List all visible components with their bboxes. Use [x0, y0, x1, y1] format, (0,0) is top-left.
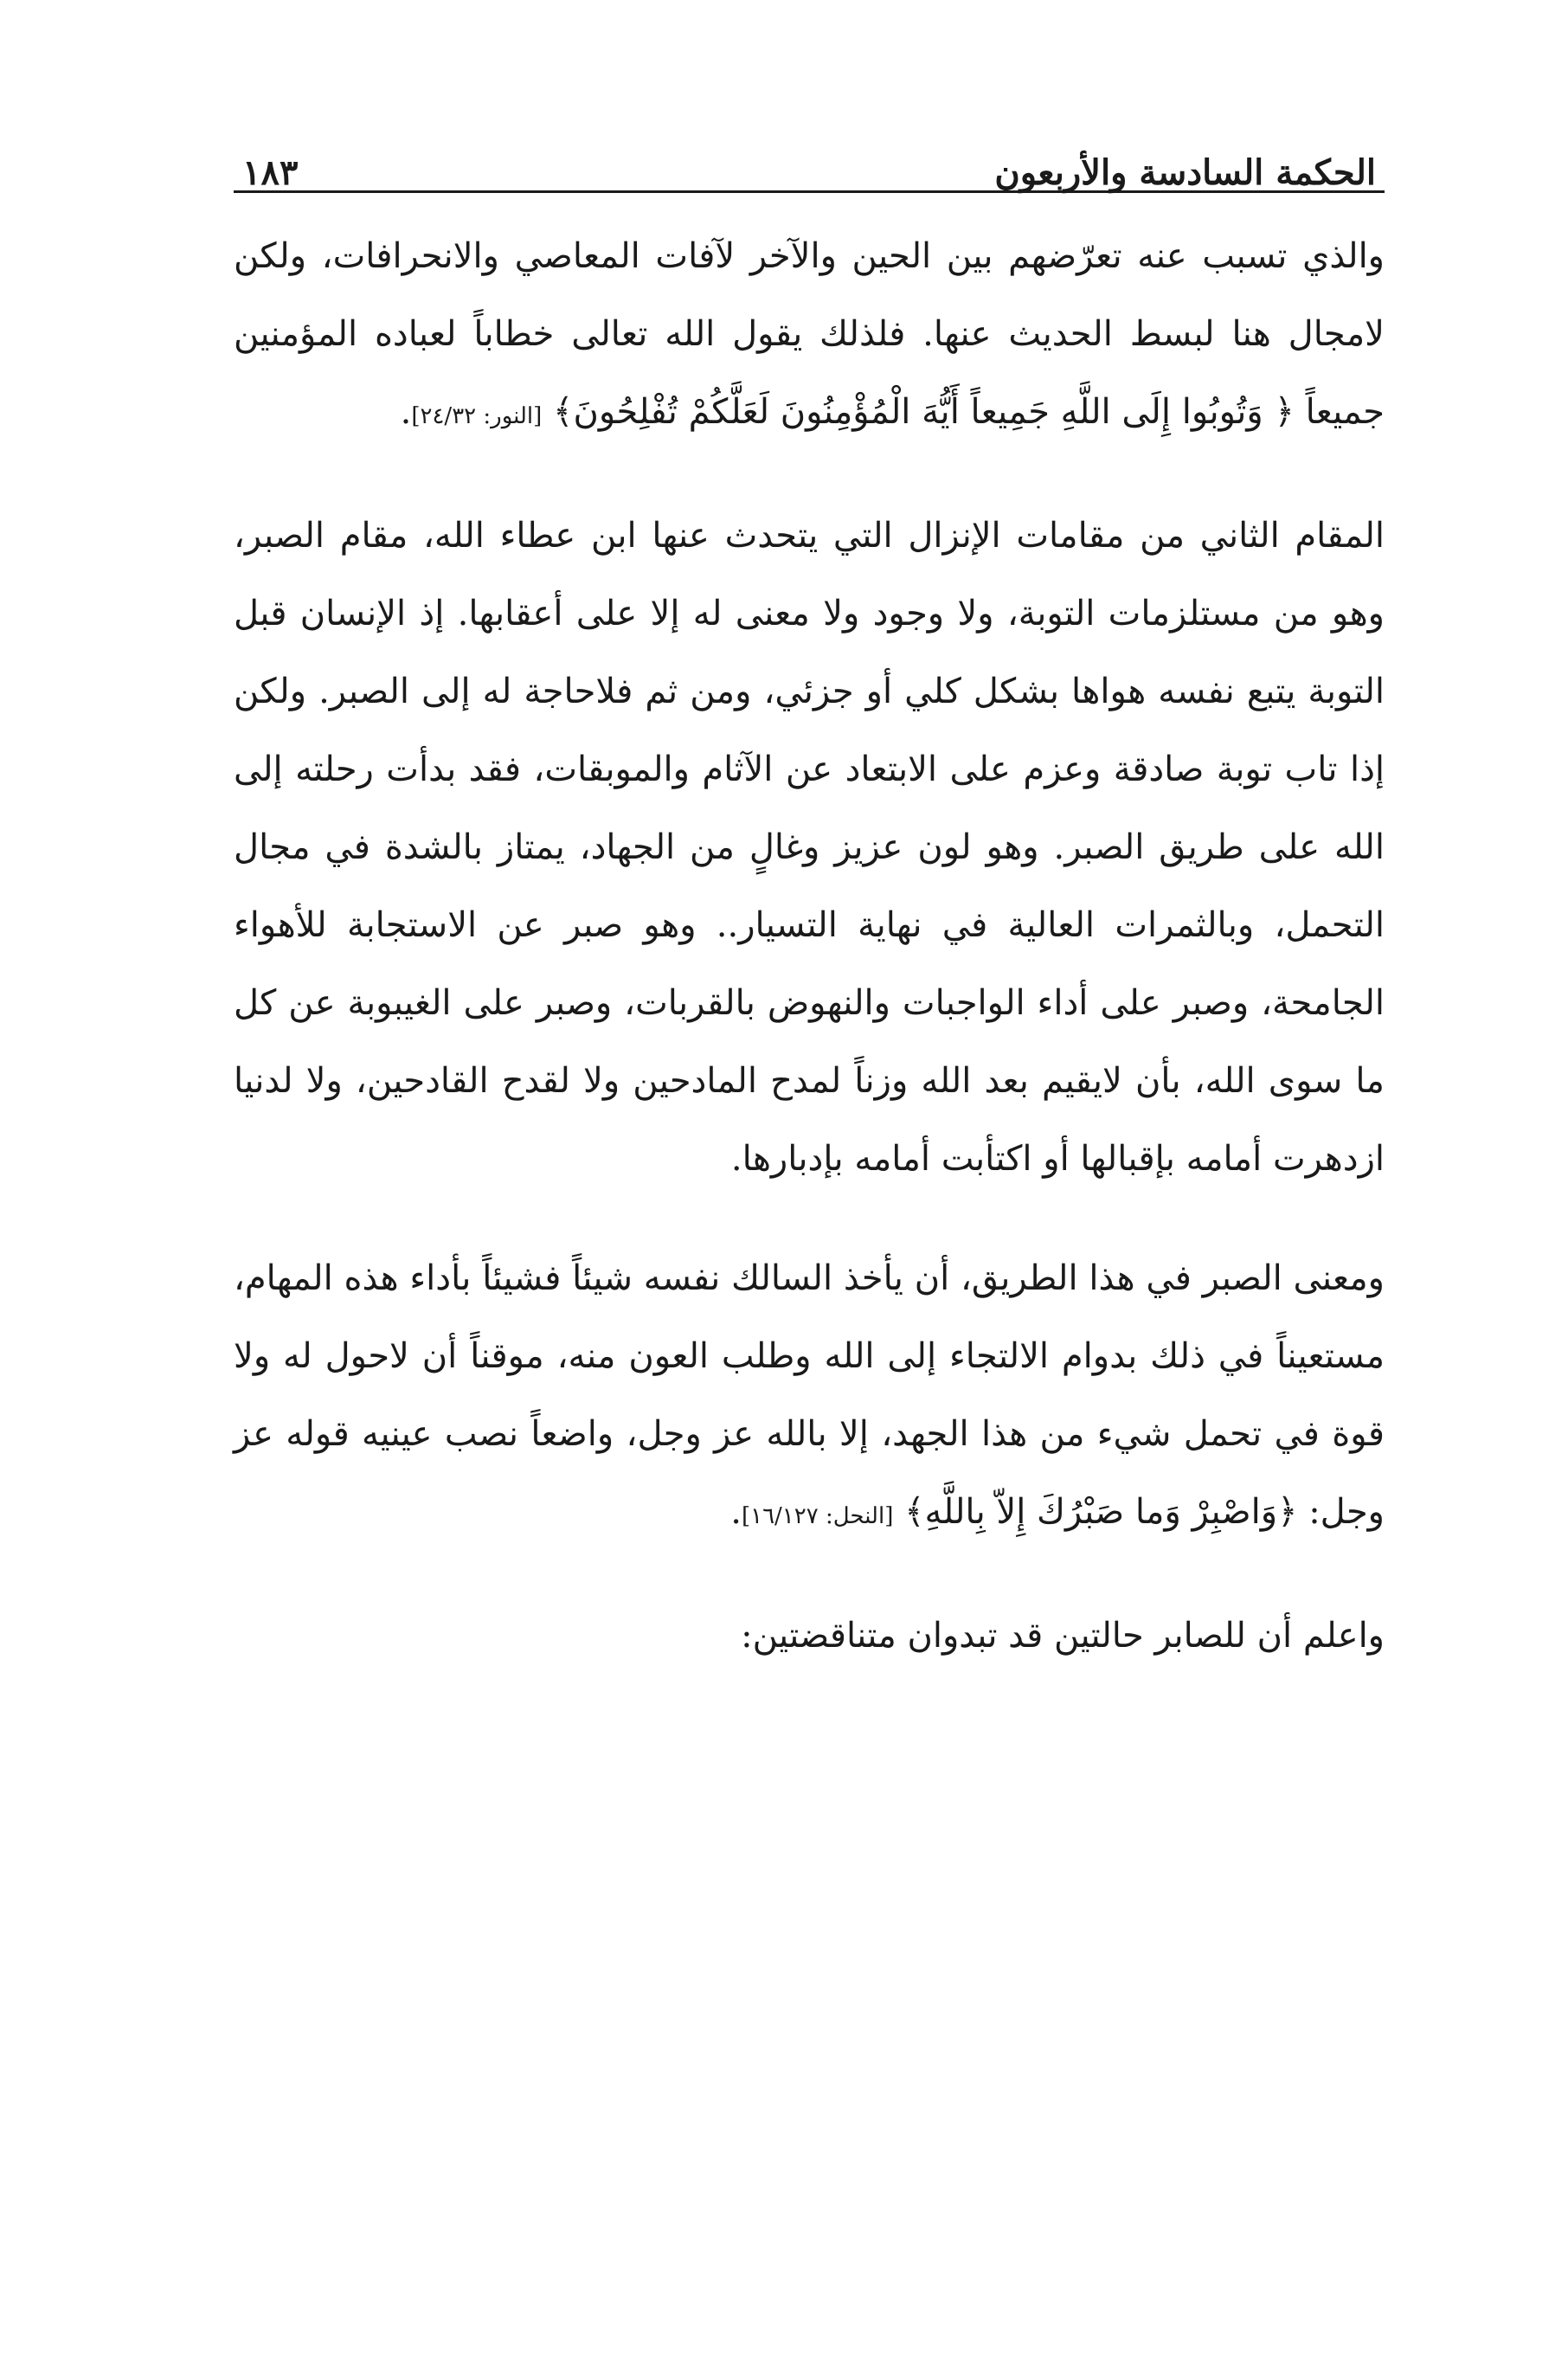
paragraph-text: والذي تسبب عنه تعرّضهم بين الحين والآخر لآفات المعاصي والانحرافات، ولكن لامجال هنا لبسط الحديث عنها. فلذلك يقول الله تعالى خطاباً لعباده المؤمنين جميعاً: [234, 236, 1385, 432]
page-body: [234, 217, 1385, 1675]
paragraph-3: [234, 1239, 1385, 1555]
paragraph-2: [234, 497, 1385, 1198]
quran-verse: ﴿وَاصْبِرْ وَما صَبْرُكَ إِلاّ بِاللَّهِ﴾: [904, 1492, 1298, 1532]
paragraph-text: ومعنى الصبر في هذا الطريق، أن يأخذ السالك نفسه شيئاً فشيئاً بأداء هذه المهام، مستعيناً في ذلك بدوام الالتجاء إلى الله وطلب العون منه، موقناً أن لاحول له ولا قوة في تحمل شيء من هذا الجهد، إلا بالله عز وجل، واضعاً نصب عينيه قوله عز وجل:: [234, 1258, 1385, 1532]
paragraph-text: المقام الثاني من مقامات الإنزال التي يتحدث عنها ابن عطاء الله، مقام الصبر، وهو من مستلزمات التوبة، ولا وجود ولا معنى له إلا على أعقابها. إذ الإنسان قبل التوبة يتبع نفسه هواها بشكل كلي أو جزئي، ومن ثم فلاحاجة له إلى الصبر. ولكن إذا تاب توبة صادقة وعزم على الابتعاد عن الآثام والموبقات، فقد بدأت رحلته إلى الله على طريق الصبر. وهو لون عزيز وغالٍ من الجهاد، يمتاز بالشدة في مجال التحمل، وبالثمرات العالية في نهاية التسيار.. وهو صبر عن الاستجابة للأهواء الجامحة، وصبر على أداء الواجبات والنهوض بالقربات، وصبر على الغيبوبة عن كل ما سوى الله، بأن لايقيم بعد الله وزناً لمدح المادحين ولا لقدح القادحين، ولا لدنيا ازدهرت أمامه بإقبالها أو اكتأبت أمامه بإدبارها.: [234, 516, 1385, 1179]
running-title: الحكمة السادسة والأربعون: [994, 152, 1376, 193]
page-number: ١٨٣: [242, 152, 299, 193]
verse-reference: [النور: ٢٤/٣٢]: [411, 403, 543, 429]
paragraph-1: [234, 217, 1385, 455]
running-header: [234, 130, 1385, 193]
verse-reference: [النحل: ١٦/١٢٧]: [741, 1503, 894, 1529]
sentence-end: .: [400, 392, 412, 432]
paragraph-4: [234, 1597, 1385, 1675]
sentence-end: .: [730, 1492, 742, 1532]
quran-verse: ﴿ وَتُوبُوا إِلَى اللَّهِ جَمِيعاً أَيُّهَ الْمُؤْمِنُونَ لَعَلَّكُمْ تُفْلِحُونَ﴾: [553, 392, 1295, 432]
book-page: [234, 130, 1385, 1716]
paragraph-text: واعلم أن للصابر حالتين قد تبدوان متناقضتين:: [741, 1616, 1385, 1656]
